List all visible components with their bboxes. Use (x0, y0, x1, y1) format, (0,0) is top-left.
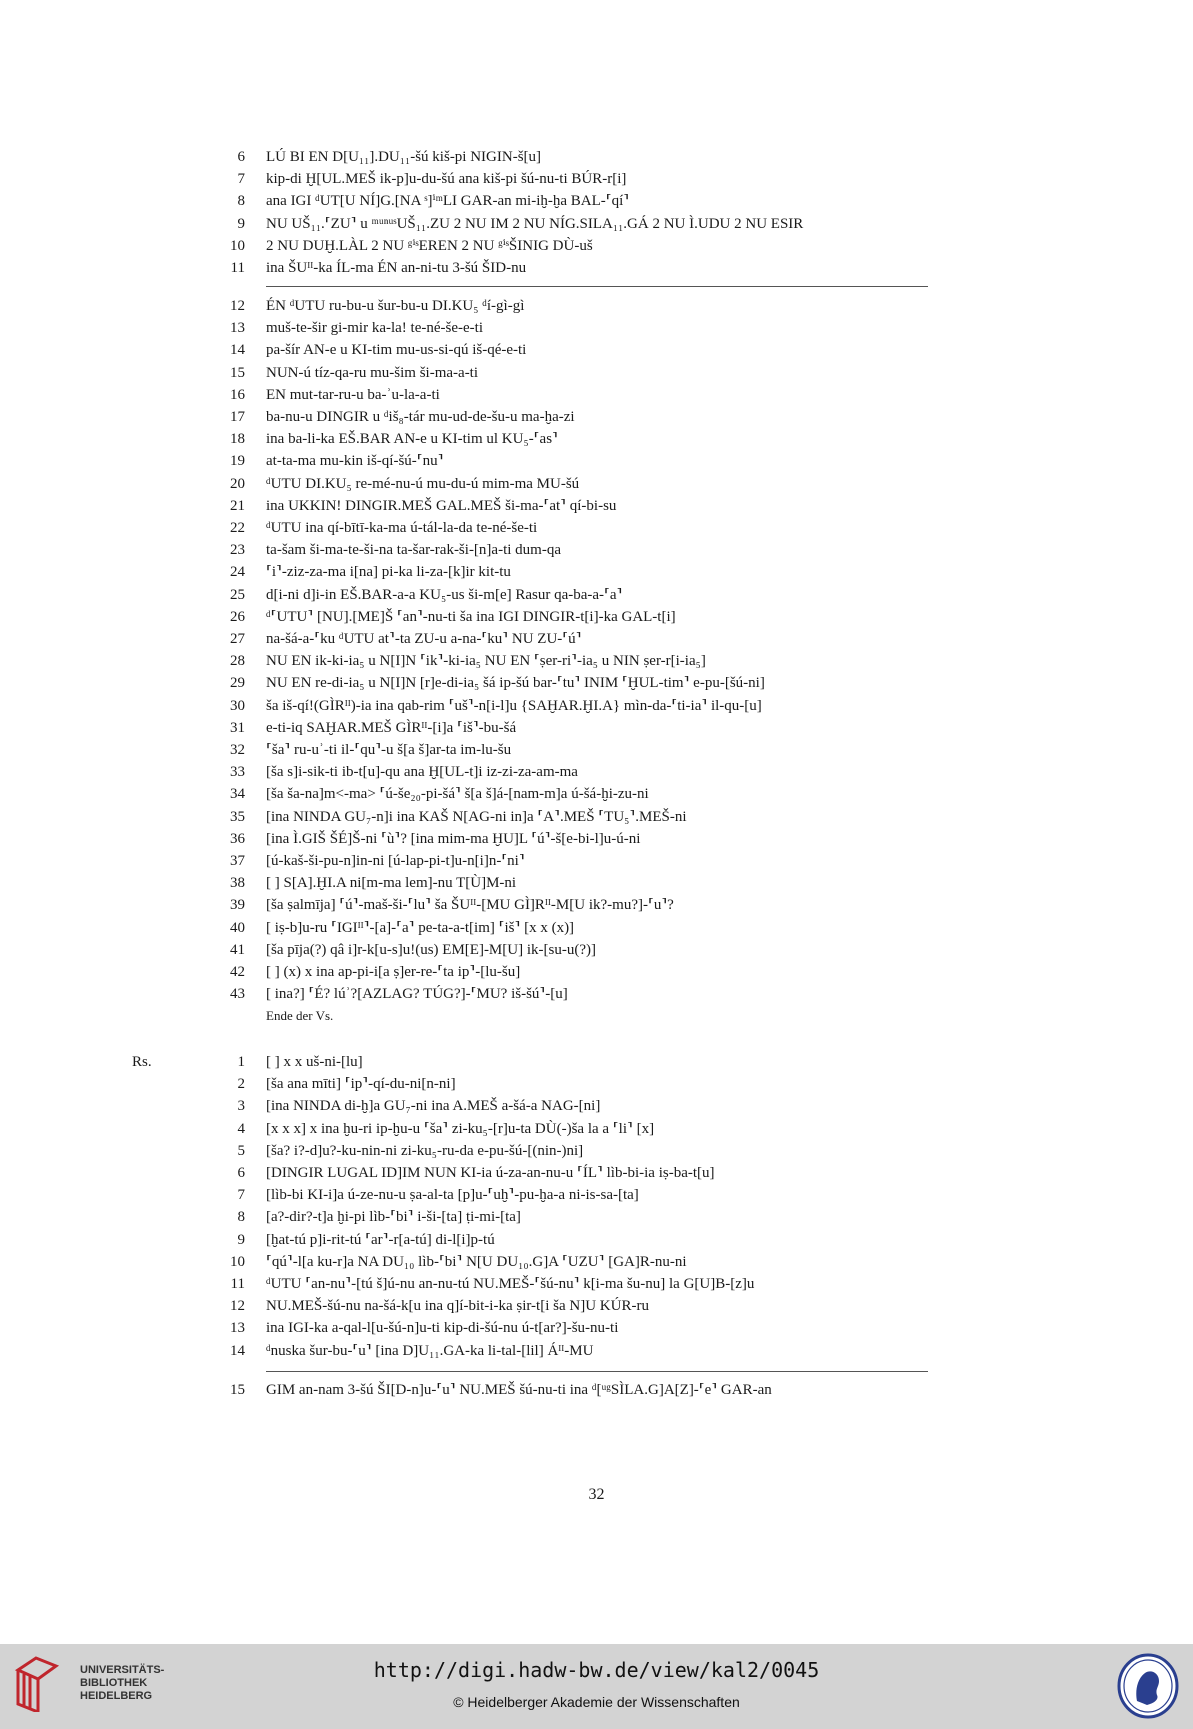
obverse-line (0, 473, 1193, 495)
line-text: [ša ana mīti] ⸢ip⸣-qí-du-ni[n-ni] (266, 1076, 456, 1093)
obverse-line (0, 828, 1193, 850)
line-text: ⸢i⸣-ziz-za-ma i[na] pi-ka li-za-[k]ir kit-tu (266, 564, 511, 581)
line-number: 35 (230, 808, 245, 825)
line-text: pa-šír AN-e u KI-tim mu-us-si-qú iš-qé-e-ti (266, 342, 527, 359)
line-text: [ ] S[A].ḪI.A ni[m-ma lem]-nu T[Ù]M-ni (266, 875, 517, 892)
line-text: ᵈnuska šur-bu-⸢u⸣ [ina D]U₁₁.GA-ka li-tal-[lil] Áᴵᴵ-MU (266, 1342, 594, 1359)
line-number: 38 (230, 875, 245, 892)
obverse-line (0, 235, 1193, 257)
line-number: 31 (230, 719, 245, 736)
line-number: 13 (230, 1320, 245, 1337)
line-text: NU UŠ₁₁.⸢ZU⸣ u ᵐᵘⁿᵘˢUŠ₁₁.ZU 2 NU IM 2 NU NÍG.SILA₁₁.GÁ 2 NU Ì.UDU 2 NU ESIR (266, 215, 804, 232)
line-text: [ḫat-tú p]i-rit-tú ⸢ar⸣-r[a-tú] di-l[i]p-tú (266, 1231, 495, 1248)
obverse-line (0, 295, 1193, 317)
line-text: at-ta-ma mu-kin iš-qí-šú-⸢nu⸣ (266, 453, 444, 470)
line-text: ᵈUTU ina qí-bītī-ka-ma ú-tál-la-da te-né-še-ti (266, 520, 538, 536)
obverse-line (0, 213, 1193, 235)
line-text: [ina NINDA di-ḫ]a GU₇-ni ina A.MEŠ a-šá-a NAG-[ni] (266, 1098, 601, 1115)
obverse-line (0, 406, 1193, 428)
obverse-line (0, 495, 1193, 517)
line-number: 39 (230, 897, 245, 914)
line-text: [ iṣ-b]u-ru ⸢IGIᴵᴵ⸣-[a]-⸢a⸣ pe-ta-a-t[im] ⸢iš⸣ [x x (x)] (266, 919, 575, 936)
line-number: 6 (237, 1165, 245, 1181)
line-text: ᵈ⸢UTU⸣ [NU].[ME]Š ⸢an⸣-nu-ti ša ina IGI DINGIR-t[i]-ka GAL-t[i] (266, 608, 676, 625)
obverse-line (0, 362, 1193, 384)
line-text: [ ] x x uš-ni-[lu] (266, 1054, 363, 1070)
line-text: [ina Ì.GIŠ ŠÉ]Š-ni ⸢ù⸣? [ina mim-ma ḪU]L ⸢ú⸣-š[e-bi-l]u-ú-ni (266, 830, 641, 847)
line-number: 42 (230, 964, 245, 980)
line-text: ina UKKIN! DINGIR.MEŠ GAL.MEŠ ši-ma-⸢at⸣ qí-bi-su (266, 497, 617, 514)
line-number: 12 (230, 298, 245, 314)
reverse-line (0, 1162, 1193, 1184)
line-number: 36 (230, 830, 245, 847)
obverse-line (0, 517, 1193, 539)
reverse-line (0, 1051, 1193, 1073)
obverse-line (0, 783, 1193, 805)
line-number: 37 (230, 853, 245, 869)
line-number: 43 (230, 986, 245, 1003)
line-number: 23 (230, 542, 245, 559)
reverse-line (0, 1317, 1193, 1339)
line-text: ⸢qú⸣-l[a ku-r]a NA DU₁₀ lìb-⸢bi⸣ N[U DU₁₀.G]A ⸢UZU⸣ [GA]R-nu-ni (266, 1253, 687, 1270)
line-number: 14 (230, 1342, 245, 1359)
line-number: 4 (237, 1120, 245, 1137)
obverse-line (0, 917, 1193, 939)
line-text: [lìb-bi KI-i]a ú-ze-nu-u ṣa-al-ta [p]u-⸢uḫ⸣-pu-ḫa-a ni-is-sa-[ta] (266, 1187, 639, 1204)
obverse-line (0, 146, 1193, 168)
line-number: 3 (237, 1098, 245, 1115)
section-rule (266, 286, 928, 287)
line-text: ᵈUTU ⸢an-nu⸣-[tú š]ú-nu an-nu-tú NU.MEŠ-⸢šú-nu⸣ k[i-ma šu-nu] la G[U]B-[z]u (266, 1276, 755, 1292)
obverse-line (0, 168, 1193, 190)
line-text: ⸢ša⸣ ru-uʾ-ti il-⸢qu⸣-u š[a š]ar-ta im-lu-šu (266, 742, 512, 758)
permalink-url[interactable]: http://digi.hadw-bw.de/view/kal2/0045 (373, 1658, 820, 1682)
obverse-line (0, 672, 1193, 694)
line-number: 8 (237, 1209, 245, 1226)
line-number: 32 (230, 742, 245, 758)
reverse-line (0, 1184, 1193, 1206)
line-number: 24 (230, 564, 245, 581)
reverse-label: Rs. (132, 1054, 152, 1070)
obverse-line (0, 739, 1193, 761)
reverse-line (0, 1273, 1193, 1295)
obverse-line (0, 939, 1193, 961)
line-number: 7 (237, 171, 245, 188)
obverse-line (0, 606, 1193, 628)
obverse-line (0, 806, 1193, 828)
line-number: 26 (230, 608, 245, 625)
line-number: 25 (230, 586, 245, 603)
obverse-line (0, 317, 1193, 339)
line-number: 11 (230, 260, 245, 276)
line-number: 2 (237, 1076, 245, 1093)
line-text: ta-šam ši-ma-te-ši-na ta-šar-rak-ši-[n]a-ti dum-qa (266, 542, 561, 559)
line-text: [ša ša-na]m<-ma> ⸢ú-še₂₀-pi-šá⸣ š[a š]á-[nam-m]a ú-šá-ḫi-zu-ni (266, 786, 649, 803)
reverse-line (0, 1251, 1193, 1273)
obverse-line (0, 961, 1193, 983)
line-text: muš-te-šir gi-mir ka-la! te-né-še-e-ti (266, 320, 483, 337)
line-text: [ ina?] ⸢É? lúʾ?[AZLAG? TÚG?]-⸢MU? iš-šú⸣-[u] (266, 986, 568, 1003)
line-text: [ša? i?-d]u?-ku-nin-ni zi-ku₅-ru-da e-pu-šú-[(nin-)ni] (266, 1142, 584, 1159)
obverse-line (0, 761, 1193, 783)
line-text: NU EN re-di-ia₅ u N[I]N [r]e-di-ia₅ šá ip-šú bar-⸢tu⸣ INIM ⸢ḪUL-tim⸣ e-pu-[šú-ni] (266, 675, 765, 692)
obverse-line (0, 650, 1193, 672)
obverse-line (0, 717, 1193, 739)
obverse-line (0, 384, 1193, 406)
line-number: 5 (237, 1142, 245, 1159)
line-number: 16 (230, 386, 245, 403)
reverse-line (0, 1095, 1193, 1117)
page-number: 32 (588, 1486, 605, 1503)
reverse-line (0, 1379, 1193, 1401)
obverse-line (0, 584, 1193, 606)
section-rule (266, 1371, 928, 1372)
line-number: 17 (230, 409, 245, 425)
end-of-obverse-note: Ende der Vs. (266, 1008, 334, 1023)
line-text: [x x x] x ina ḫu-ri ip-ḫu-u ⸢ša⸣ zi-ku₅-[r]u-ta DÙ(-)ša la a ⸢li⸣ [x] (266, 1120, 655, 1137)
line-number: 15 (230, 364, 245, 381)
line-number: 10 (230, 1253, 245, 1270)
line-text: 2 NU DUḪ.LÀL 2 NU ᵍⁱˢEREN 2 NU ᵍⁱˢŠINIG DÙ-uš (266, 237, 593, 254)
reverse-line (0, 1340, 1193, 1362)
obverse-line (0, 561, 1193, 583)
copyright-notice: © Heidelberger Akademie der Wissenschaften (453, 1694, 740, 1710)
line-number: 30 (230, 697, 245, 714)
line-text: kip-di Ḫ[UL.MEŠ ik-p]u-du-šú ana kiš-pi šú-nu-ti BÚR-r[i] (266, 171, 627, 188)
line-number: 40 (230, 919, 245, 936)
line-number: 18 (230, 431, 245, 448)
obverse-line (0, 190, 1193, 212)
reverse-line (0, 1118, 1193, 1140)
reverse-line (0, 1295, 1193, 1317)
obverse-line (0, 894, 1193, 916)
reverse-line (0, 1206, 1193, 1228)
line-number: 33 (230, 764, 245, 781)
obverse-line (0, 983, 1193, 1005)
line-text: ina ŠUᴵᴵ-ka ÍL-ma ÉN an-ni-tu 3-šú ŠID-nu (266, 260, 527, 276)
obverse-line (0, 628, 1193, 650)
line-number: 28 (230, 653, 245, 670)
line-text: [ša s]i-sik-ti ib-t[u]-qu ana Ḫ[UL-t]i iz-zi-za-am-ma (266, 764, 578, 781)
obverse-line (0, 695, 1193, 717)
line-text: [ina NINDA GU₇-n]i ina KAŠ N[AG-ni in]a ⸢A⸣.MEŠ ⸢TU₅⸣.MEŠ-ni (266, 808, 687, 825)
obverse-line (0, 428, 1193, 450)
line-text: EN mut-tar-ru-u ba-ʾu-la-a-ti (266, 386, 440, 403)
line-number: 10 (230, 237, 245, 254)
line-text: [DINGIR LUGAL ID]IM NUN KI-ia ú-za-an-nu-u ⸢ÍL⸣ lìb-bi-ia iṣ-ba-t[u] (266, 1165, 715, 1181)
reverse-line (0, 1229, 1193, 1251)
line-text: NU EN ik-ki-ia₅ u N[I]N ⸢ik⸣-ki-ia₅ NU EN ⸢ṣer-ri⸣-ia₅ u NIN ṣer-r[i-ia₅] (266, 653, 706, 670)
line-number: 9 (237, 1231, 245, 1248)
line-text: [ša ṣalmīja] ⸢ú⸣-maš-ši-⸢lu⸣ ša ŠUᴵᴵ-[MU GÌ]Rᴵᴵ-M[U ik?-mu?]-⸢u⸣? (266, 897, 674, 914)
line-number: 8 (237, 193, 245, 210)
line-number: 34 (230, 786, 245, 803)
line-text: GIM an-nam 3-šú ŠI[D-n]u-⸢u⸣ NU.MEŠ šú-nu-ti ina ᵈ[ᵘᵍSÌLA.G]A[Z]-⸢e⸣ GAR-an (266, 1382, 772, 1398)
line-number: 29 (230, 675, 245, 692)
line-number: 27 (230, 631, 245, 647)
line-text: LÚ BI EN D[U₁₁].DU₁₁-šú kiš-pi NIGIN-š[u] (266, 149, 542, 165)
line-text: na-šá-a-⸢ku ᵈUTU at⸣-ta ZU-u a-na-⸢ku⸣ NU ZU-⸢ú⸣ (266, 631, 582, 647)
line-number: 21 (230, 497, 245, 514)
line-text: ina IGI-ka a-qal-l[u-šú-n]u-ti kip-di-šú-nu ú-t[ar?]-šu-nu-ti (266, 1320, 619, 1337)
obverse-line (0, 872, 1193, 894)
line-number: 13 (230, 320, 245, 337)
library-name-line: BIBLIOTHEK (80, 1677, 148, 1689)
line-text: [ ] (x) x ina ap-pi-i[a ṣ]er-re-⸢ta ip⸣-[lu-šu] (266, 964, 521, 980)
line-number: 20 (230, 475, 245, 492)
line-number: 1 (237, 1054, 245, 1070)
line-number: 15 (230, 1382, 245, 1398)
line-text: ina ba-li-ka EŠ.BAR AN-e u KI-tim ul KU₅-⸢as⸣ (266, 431, 558, 448)
line-text: NU.MEŠ-šú-nu na-šá-k[u ina q]í-bit-i-ka ṣir-t[i ša N]U KÚR-ru (266, 1298, 649, 1315)
line-text: [a?-dir?-t]a ḫi-pi lìb-⸢bi⸣ i-ši-[ta] ṭi-mi-[ta] (266, 1209, 521, 1226)
library-name-line: HEIDELBERG (80, 1690, 153, 1702)
line-number: 19 (230, 453, 245, 470)
line-number: 6 (237, 149, 245, 165)
obverse-line (0, 257, 1193, 279)
obverse-line (0, 850, 1193, 872)
obverse-line (0, 539, 1193, 561)
obverse-line (0, 450, 1193, 472)
academy-seal-icon[interactable] (1117, 1653, 1179, 1719)
line-text: ÉN ᵈUTU ru-bu-u šur-bu-u DI.KU₅ ᵈí-gì-gì (266, 298, 525, 314)
line-number: 41 (230, 941, 245, 958)
line-text: ana IGI ᵈUT[U NÍ]G.[NA ˢ]ⁱᵐLI GAR-an mi-iḫ-ḫa BAL-⸢qí⸣ (266, 193, 630, 210)
line-text: ša iš-qí!(GÌRᴵᴵ)-ia ina qab-rim ⸢uš⸣-n[i-l]u {SAḪAR.ḪI.A} mìn-da-⸢ti-ia⸣ il-qu-[u] (266, 697, 762, 714)
line-text: ᵈUTU DI.KU₅ re-mé-nu-ú mu-du-ú mim-ma MU-šú (266, 475, 580, 492)
library-name-line: UNIVERSITÄTS- (80, 1664, 165, 1676)
line-text: ba-nu-u DINGIR u ᵈiš₈-tár mu-ud-de-šu-u ma-ḫa-zi (266, 409, 575, 425)
line-number: 9 (237, 215, 245, 232)
line-number: 14 (230, 342, 245, 359)
reverse-line (0, 1073, 1193, 1095)
line-text: NUN-ú tíz-qa-ru mu-šim ši-ma-a-ti (266, 364, 479, 381)
line-text: d[i-ni d]i-in EŠ.BAR-a-a KU₅-us ši-m[e] Rasur qa-ba-a-⸢a⸣ (266, 586, 623, 603)
footer-bar (0, 1644, 1193, 1729)
line-number: 22 (230, 520, 245, 536)
line-number: 11 (230, 1276, 245, 1292)
line-number: 12 (230, 1298, 245, 1315)
obverse-line (0, 339, 1193, 361)
line-text: [ša pīja(?) qâ i]r-k[u-s]u!(us) EM[E]-M[U] ik-[su-u(?)] (266, 941, 596, 958)
line-number: 7 (237, 1187, 245, 1204)
line-text: e-ti-iq SAḪAR.MEŠ GÌRᴵᴵ-[i]a ⸢iš⸣-bu-šá (266, 719, 517, 736)
line-text: [ú-kaš-ši-pu-n]in-ni [ú-lap-pi-t]u-n[i]n-⸢ni⸣ (266, 853, 525, 869)
reverse-line (0, 1140, 1193, 1162)
